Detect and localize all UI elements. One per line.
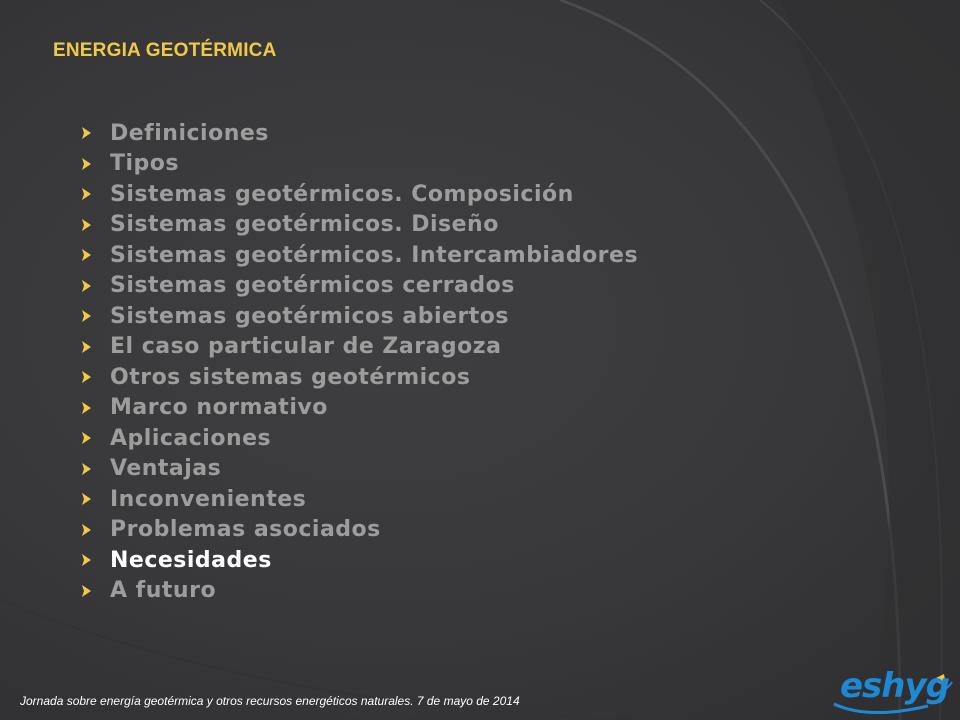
topic-item xyxy=(80,179,638,210)
topic-item xyxy=(80,301,638,332)
topic-item xyxy=(80,118,638,149)
topic-item xyxy=(80,515,638,546)
arrow-right-icon xyxy=(80,248,92,262)
arrow-right-icon xyxy=(80,401,92,415)
topic-label: Sistemas geotérmicos. Intercambiadores xyxy=(110,242,639,268)
arrow-right-icon xyxy=(80,523,92,537)
topic-item xyxy=(80,454,638,485)
topic-label: A futuro xyxy=(110,578,217,604)
arrow-right-icon xyxy=(80,340,92,354)
arrow-right-icon xyxy=(80,309,92,323)
topic-item xyxy=(80,240,638,271)
arrow-right-icon xyxy=(80,279,92,293)
arrow-right-icon xyxy=(80,157,92,171)
arrow-right-icon xyxy=(80,126,92,140)
topic-label: Definiciones xyxy=(110,120,269,146)
topic-label: Marco normativo xyxy=(110,395,328,421)
topic-label: Otros sistemas geotérmicos xyxy=(110,364,471,390)
eshyg-logo xyxy=(828,660,960,720)
logo-text: eshyg xyxy=(840,666,950,706)
topic-item xyxy=(80,484,638,515)
topic-label: Necesidades xyxy=(110,547,272,573)
topic-label: Sistemas geotérmicos abiertos xyxy=(110,303,510,329)
topic-item xyxy=(80,210,638,241)
topic-item xyxy=(80,332,638,363)
arrow-right-icon xyxy=(80,187,92,201)
arrow-right-icon xyxy=(80,492,92,506)
topic-item xyxy=(80,271,638,302)
arrow-right-icon xyxy=(80,553,92,567)
topic-item xyxy=(80,149,638,180)
topic-label: Tipos xyxy=(110,151,180,177)
arrow-right-icon xyxy=(80,431,92,445)
footer-text: Jornada sobre energía geotérmica y otros recursos energéticos naturales. 7 de mayo de 2014 xyxy=(20,694,520,708)
topic-item xyxy=(80,362,638,393)
arrow-right-icon xyxy=(80,584,92,598)
arrow-right-icon xyxy=(80,370,92,384)
topic-item xyxy=(80,576,638,607)
topic-item xyxy=(80,545,638,576)
arrow-right-icon xyxy=(80,462,92,476)
topic-label: Inconvenientes xyxy=(110,486,307,512)
topic-label: Sistemas geotérmicos. Composición xyxy=(110,181,574,207)
slide-title: ENERGIA GEOTÉRMICA xyxy=(53,40,277,61)
topic-label: El caso particular de Zaragoza xyxy=(110,334,502,360)
topic-item xyxy=(80,393,638,424)
topic-label: Ventajas xyxy=(110,456,222,482)
arrow-right-icon xyxy=(80,218,92,232)
topic-item xyxy=(80,423,638,454)
topic-label: Sistemas geotérmicos cerrados xyxy=(110,273,515,299)
topic-list xyxy=(80,118,638,606)
topic-label: Aplicaciones xyxy=(110,425,272,451)
topic-label: Sistemas geotérmicos. Diseño xyxy=(110,212,499,238)
topic-label: Problemas asociados xyxy=(110,517,381,543)
